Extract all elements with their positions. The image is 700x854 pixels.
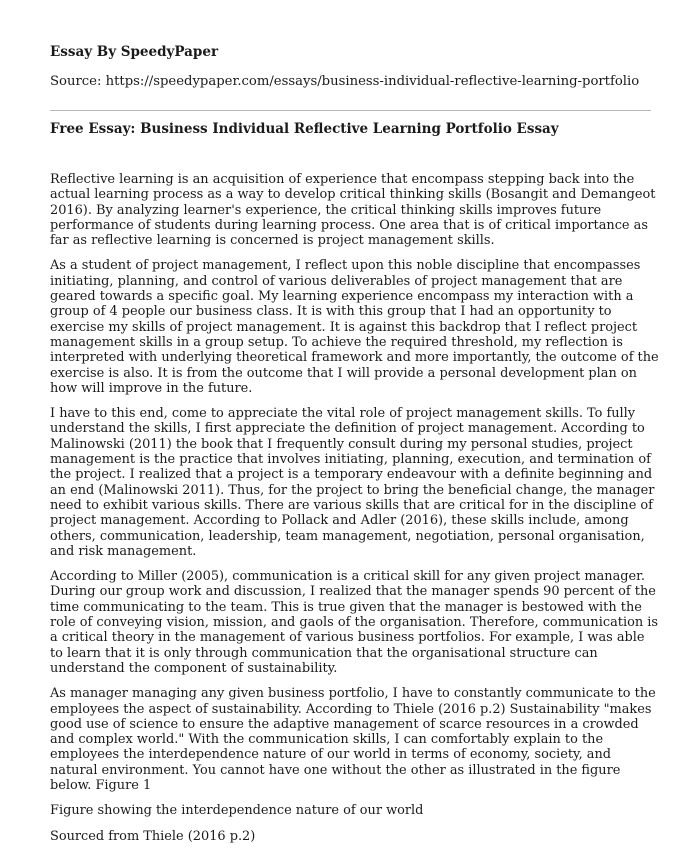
figure-caption: Figure showing the interdependence nature of our world [50,803,424,819]
paragraph-2: As a student of project management, I reflect upon this noble discipline that encompasses initiating, planning, and control of various deliverables of project management that are geared towards a specific goal. My learning experience encompass my interaction with a group of 4 people our business class. It is with this group that I had an opportunity to exercise my skills of project management. It is against this backdrop that I reflect project management skills in a group setup. To achieve the required threshold, my reflection is interpreted with underlying theoretical framework and more importantly, the outcome of the exercise is also. It is from the outcome that I will provide a personal development plan on how will improve in the future. [50,258,659,396]
source-line: Source: https://speedypaper.com/essays/business-individual-reflective-learning-portfolio [50,74,640,89]
figure-source: Sourced from Thiele (2016 p.2) [50,828,256,844]
divider [50,110,651,111]
essay-title: Free Essay: Business Individual Reflective Learning Portfolio Essay [50,121,559,137]
paragraph-4: According to Miller (2005), communication is a critical skill for any given project manager. During our group work and discussion, I realized that the manager spends 90 percent of the time communicating to the team. This is true given that the manager is bestowed with the role of conveying vision, mission, and gaols of the organisation. Therefore, communication is a critical theory in the management of various business portfolios. For example, I was able to learn that it is only through communication that the organisational structure can understand the component of sustainability. [50,569,658,676]
paragraph-3: I have to this end, come to appreciate the vital role of project management skills. To fully understand the skills, I first appreciate the definition of project management. According to Malinowski (2011) the book that I frequently consult during my personal studies, project management is the practice that involves initiating, planning, execution, and termination of the project. I realized that a project is a temporary endeavour with a definite beginning and an end (Malinowski 2011). Thus, for the project to bring the beneficial change, the manager need to exhibit various skills. There are various skills that are critical for in the discipline of project management. According to Pollack and Adler (2016), these skills include, among others, communication, leadership, team management, negotiation, personal organisation, and risk management. [50,406,655,559]
paragraph-1: Reflective learning is an acquisition of experience that encompass stepping back into the actual learning process as a way to develop critical thinking skills (Bosangit and Demangeot 2016). By analyzing learner's experience, the critical thinking skills improves future performance of students during learning process. One area that is of critical importance as far as reflective learning is concerned is project management skills. [50,172,656,249]
essay-body [50,172,660,854]
essay-author-heading: Essay By SpeedyPaper [50,44,219,60]
paragraph-5: As manager managing any given business portfolio, I have to constantly communicate to the employees the aspect of sustainability. According to Thiele (2016 p.2) Sustainability "makes good use of science to ensure the adaptive management of scarce resources in a crowded and complex world." With the communication skills, I can comfortably explain to the employees the interdependence nature of our world in terms of economy, society, and natural environment. You cannot have one without the other as illustrated in the figure below. Figure 1 [50,686,656,793]
